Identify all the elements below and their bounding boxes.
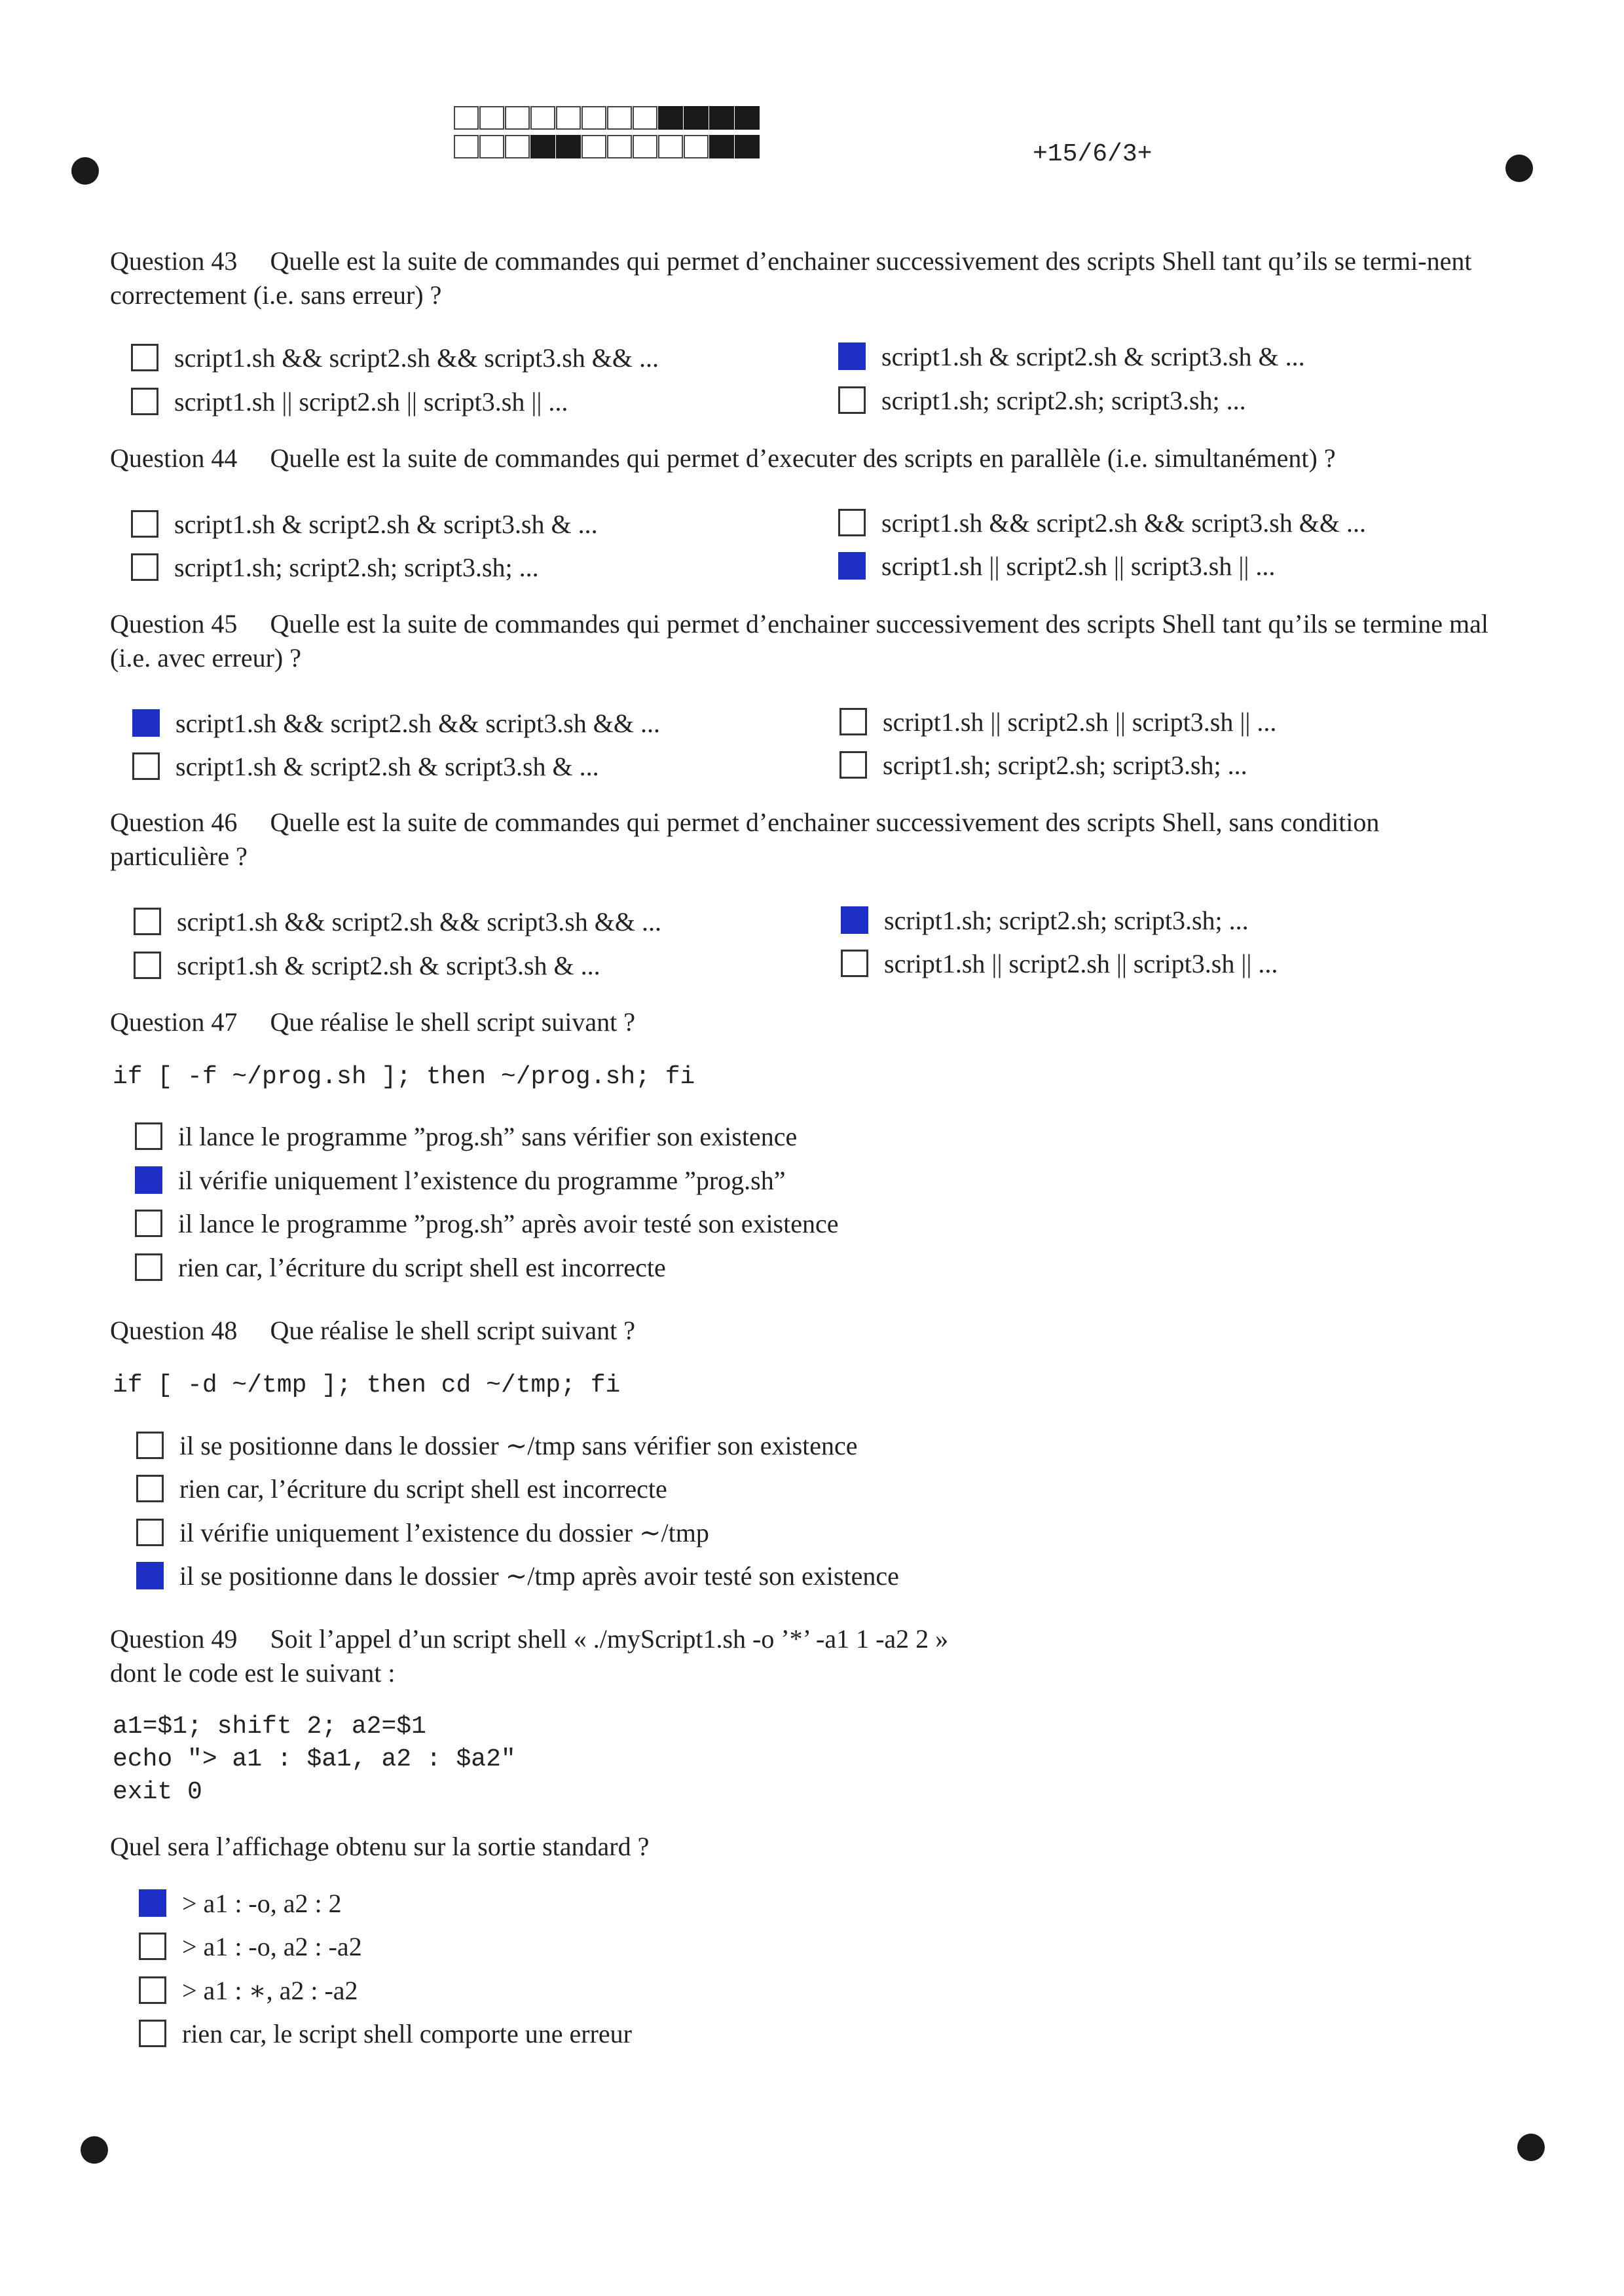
option-label: script1.sh && script2.sh && script3.sh && ... bbox=[881, 508, 1366, 538]
corner-mark-bottom-left bbox=[81, 2136, 108, 2164]
option-label: il vérifie uniquement l’existence du programme ”prog.sh” bbox=[178, 1165, 786, 1195]
option-label: script1.sh; script2.sh; script3.sh; ... bbox=[884, 905, 1249, 935]
answer-option[interactable] bbox=[136, 1427, 858, 1464]
question-text: Quelle est la suite de commandes qui permet d’executer des scripts en parallèle (i.e. simultanément) ? bbox=[270, 443, 1336, 473]
answer-checkbox[interactable] bbox=[840, 708, 867, 735]
question-title: Question 44 bbox=[110, 443, 238, 473]
option-label: script1.sh; script2.sh; script3.sh; ... bbox=[881, 385, 1246, 415]
barcode-cell bbox=[454, 106, 479, 130]
option-label: il vérifie uniquement l’existence du dossier ∼/tmp bbox=[179, 1517, 709, 1547]
answer-checkbox[interactable] bbox=[135, 1253, 162, 1281]
option-label: script1.sh && script2.sh && script3.sh && ... bbox=[175, 708, 660, 738]
answer-checkbox[interactable] bbox=[132, 709, 160, 737]
answer-checkbox[interactable] bbox=[135, 1166, 162, 1194]
question-title: Question 48 bbox=[110, 1316, 238, 1345]
barcode-cell bbox=[556, 135, 581, 158]
question-text: Quelle est la suite de commandes qui permet d’enchainer successivement des scripts Shell tant qu’ils se termine mal (i.e. avec erreur) ? bbox=[110, 609, 1489, 673]
answer-checkbox[interactable] bbox=[132, 752, 160, 780]
option-label: script1.sh || script2.sh || script3.sh || ... bbox=[881, 551, 1276, 581]
answer-option[interactable] bbox=[838, 504, 1366, 541]
option-label: il lance le programme ”prog.sh” sans vérifier son existence bbox=[178, 1121, 798, 1151]
answer-option[interactable] bbox=[139, 1928, 362, 1965]
answer-checkbox[interactable] bbox=[838, 552, 866, 580]
barcode-cell bbox=[530, 106, 555, 130]
answer-option[interactable] bbox=[135, 1118, 797, 1155]
barcode-cell bbox=[505, 135, 530, 158]
answer-option[interactable] bbox=[134, 903, 661, 940]
answer-option[interactable] bbox=[136, 1557, 899, 1594]
answer-checkbox[interactable] bbox=[840, 751, 867, 779]
barcode-cell bbox=[530, 135, 555, 158]
barcode-cell bbox=[607, 106, 632, 130]
question-title: Question 45 bbox=[110, 609, 238, 639]
option-label: rien car, l’écriture du script shell est incorrecte bbox=[179, 1473, 667, 1504]
option-label: script1.sh; script2.sh; script3.sh; ... bbox=[883, 750, 1247, 780]
barcode-cell bbox=[658, 135, 683, 158]
question-46 bbox=[110, 805, 1498, 874]
barcode-cell bbox=[556, 106, 581, 130]
answer-option[interactable] bbox=[139, 1885, 342, 1921]
option-label: script1.sh || script2.sh || script3.sh || ... bbox=[883, 707, 1277, 737]
option-label: rien car, le script shell comporte une erreur bbox=[182, 2018, 632, 2048]
option-label: il lance le programme ”prog.sh” après avoir testé son existence bbox=[178, 1208, 839, 1238]
question-43 bbox=[110, 244, 1498, 312]
option-label: script1.sh && script2.sh && script3.sh && ... bbox=[174, 343, 659, 373]
corner-mark-top-right bbox=[1505, 155, 1533, 182]
question-text: Quelle est la suite de commandes qui permet d’enchainer successivement des scripts Shell, sans condition particulière ? bbox=[110, 807, 1380, 871]
option-label: script1.sh || script2.sh || script3.sh || ... bbox=[884, 948, 1278, 978]
code-snippet: if [ -f ~/prog.sh ]; then ~/prog.sh; fi bbox=[113, 1063, 695, 1091]
answer-option[interactable] bbox=[838, 547, 1275, 584]
question-text: Soit l’appel d’un script shell « ./myScript1.sh -o ’*’ -a1 1 -a2 2 » bbox=[270, 1624, 949, 1654]
answer-option[interactable] bbox=[139, 2015, 632, 2052]
barcode-cell bbox=[735, 135, 760, 158]
corner-mark-top-left bbox=[71, 157, 99, 185]
barcode-cell bbox=[735, 106, 760, 130]
answer-checkbox[interactable] bbox=[131, 553, 158, 581]
answer-option[interactable] bbox=[838, 382, 1246, 418]
answer-option[interactable] bbox=[132, 748, 599, 785]
question-text: Que réalise le shell script suivant ? bbox=[270, 1316, 636, 1345]
answer-checkbox[interactable] bbox=[135, 1210, 162, 1237]
barcode-cell bbox=[505, 106, 530, 130]
barcode-row bbox=[454, 135, 760, 160]
answer-option[interactable] bbox=[132, 705, 660, 741]
answer-checkbox[interactable] bbox=[841, 950, 868, 977]
option-label: rien car, l’écriture du script shell est incorrecte bbox=[178, 1252, 666, 1282]
answer-option[interactable] bbox=[841, 945, 1278, 982]
option-label: > a1 : -o, a2 : 2 bbox=[182, 1888, 342, 1918]
barcode-cell bbox=[684, 106, 709, 130]
answer-checkbox[interactable] bbox=[841, 906, 868, 934]
answer-option[interactable] bbox=[841, 902, 1249, 938]
question-text: Que réalise le shell script suivant ? bbox=[270, 1007, 636, 1037]
answer-checkbox[interactable] bbox=[139, 2020, 166, 2047]
code-snippet: a1=$1; shift 2; a2=$1 echo "> a1 : $a1, a2 : $a2" exit 0 bbox=[113, 1713, 516, 1806]
question-title: Question 47 bbox=[110, 1007, 238, 1037]
question-47 bbox=[110, 1005, 1498, 1039]
barcode-cell bbox=[633, 135, 657, 158]
barcode-row bbox=[454, 106, 760, 131]
question-prompt: Quel sera l’affichage obtenu sur la sortie standard ? bbox=[110, 1832, 650, 1861]
barcode-cell bbox=[581, 135, 606, 158]
question-text: Quelle est la suite de commandes qui permet d’enchainer successivement des scripts Shell tant qu’ils se termi-nent correctement (i.e. sans erreur) ? bbox=[110, 246, 1472, 310]
barcode-cell bbox=[454, 135, 479, 158]
answer-checkbox[interactable] bbox=[136, 1432, 164, 1459]
option-label: il se positionne dans le dossier ∼/tmp sans vérifier son existence bbox=[179, 1430, 858, 1460]
option-label: script1.sh & script2.sh & script3.sh & ... bbox=[175, 751, 599, 781]
id-barcode bbox=[454, 106, 760, 164]
answer-checkbox[interactable] bbox=[139, 1933, 166, 1960]
answer-checkbox[interactable] bbox=[838, 343, 866, 370]
barcode-cell bbox=[709, 106, 734, 130]
page-code: +15/6/3+ bbox=[1033, 140, 1153, 168]
answer-option[interactable] bbox=[136, 1470, 667, 1507]
answer-checkbox[interactable] bbox=[134, 908, 161, 935]
answer-checkbox[interactable] bbox=[134, 952, 161, 979]
answer-option[interactable] bbox=[135, 1249, 666, 1286]
barcode-cell bbox=[684, 135, 709, 158]
answer-checkbox[interactable] bbox=[136, 1519, 164, 1546]
option-label: script1.sh & script2.sh & script3.sh & ... bbox=[881, 341, 1305, 371]
question-text-continued: dont le code est le suivant : bbox=[110, 1658, 396, 1688]
question-48 bbox=[110, 1314, 1498, 1348]
option-label: script1.sh || script2.sh || script3.sh || ... bbox=[174, 386, 568, 417]
answer-checkbox[interactable] bbox=[135, 1122, 162, 1150]
question-title: Question 46 bbox=[110, 807, 238, 837]
barcode-cell bbox=[658, 106, 683, 130]
answer-option[interactable] bbox=[131, 339, 659, 376]
question-45 bbox=[110, 607, 1498, 675]
answer-checkbox[interactable] bbox=[131, 344, 158, 371]
barcode-cell bbox=[633, 106, 657, 130]
option-label: script1.sh; script2.sh; script3.sh; ... bbox=[174, 552, 539, 582]
answer-option[interactable] bbox=[838, 338, 1305, 375]
answer-option[interactable] bbox=[135, 1162, 785, 1198]
option-label: il se positionne dans le dossier ∼/tmp après avoir testé son existence bbox=[179, 1561, 899, 1591]
answer-checkbox[interactable] bbox=[838, 509, 866, 536]
option-label: script1.sh & script2.sh & script3.sh & ... bbox=[174, 509, 598, 539]
barcode-cell bbox=[607, 135, 632, 158]
option-label: > a1 : ∗, a2 : -a2 bbox=[182, 1975, 358, 2005]
barcode-cell bbox=[479, 106, 504, 130]
answer-checkbox[interactable] bbox=[139, 1976, 166, 2004]
answer-option[interactable] bbox=[139, 1972, 358, 2009]
corner-mark-bottom-right bbox=[1517, 2134, 1545, 2161]
barcode-cell bbox=[581, 106, 606, 130]
option-label: > a1 : -o, a2 : -a2 bbox=[182, 1931, 362, 1961]
answer-option[interactable] bbox=[840, 747, 1247, 783]
answer-option[interactable] bbox=[135, 1205, 839, 1242]
answer-checkbox[interactable] bbox=[131, 388, 158, 415]
answer-option[interactable] bbox=[131, 383, 568, 420]
option-label: script1.sh & script2.sh & script3.sh & ... bbox=[177, 950, 600, 980]
answer-checkbox[interactable] bbox=[139, 1889, 166, 1917]
answer-option[interactable] bbox=[134, 947, 600, 984]
answer-checkbox[interactable] bbox=[131, 510, 158, 538]
answer-option[interactable] bbox=[840, 703, 1276, 740]
question-title: Question 43 bbox=[110, 246, 238, 276]
question-49 bbox=[110, 1622, 1498, 1690]
barcode-cell bbox=[479, 135, 504, 158]
answer-option[interactable] bbox=[131, 506, 598, 542]
answer-checkbox[interactable] bbox=[136, 1562, 164, 1589]
answer-checkbox[interactable] bbox=[838, 386, 866, 414]
question-44 bbox=[110, 441, 1498, 475]
answer-checkbox[interactable] bbox=[136, 1475, 164, 1502]
option-label: script1.sh && script2.sh && script3.sh && ... bbox=[177, 906, 661, 936]
answer-option[interactable] bbox=[131, 549, 539, 585]
answer-option[interactable] bbox=[136, 1514, 709, 1551]
question-title: Question 49 bbox=[110, 1624, 238, 1654]
barcode-cell bbox=[709, 135, 734, 158]
code-snippet: if [ -d ~/tmp ]; then cd ~/tmp; fi bbox=[113, 1371, 621, 1399]
